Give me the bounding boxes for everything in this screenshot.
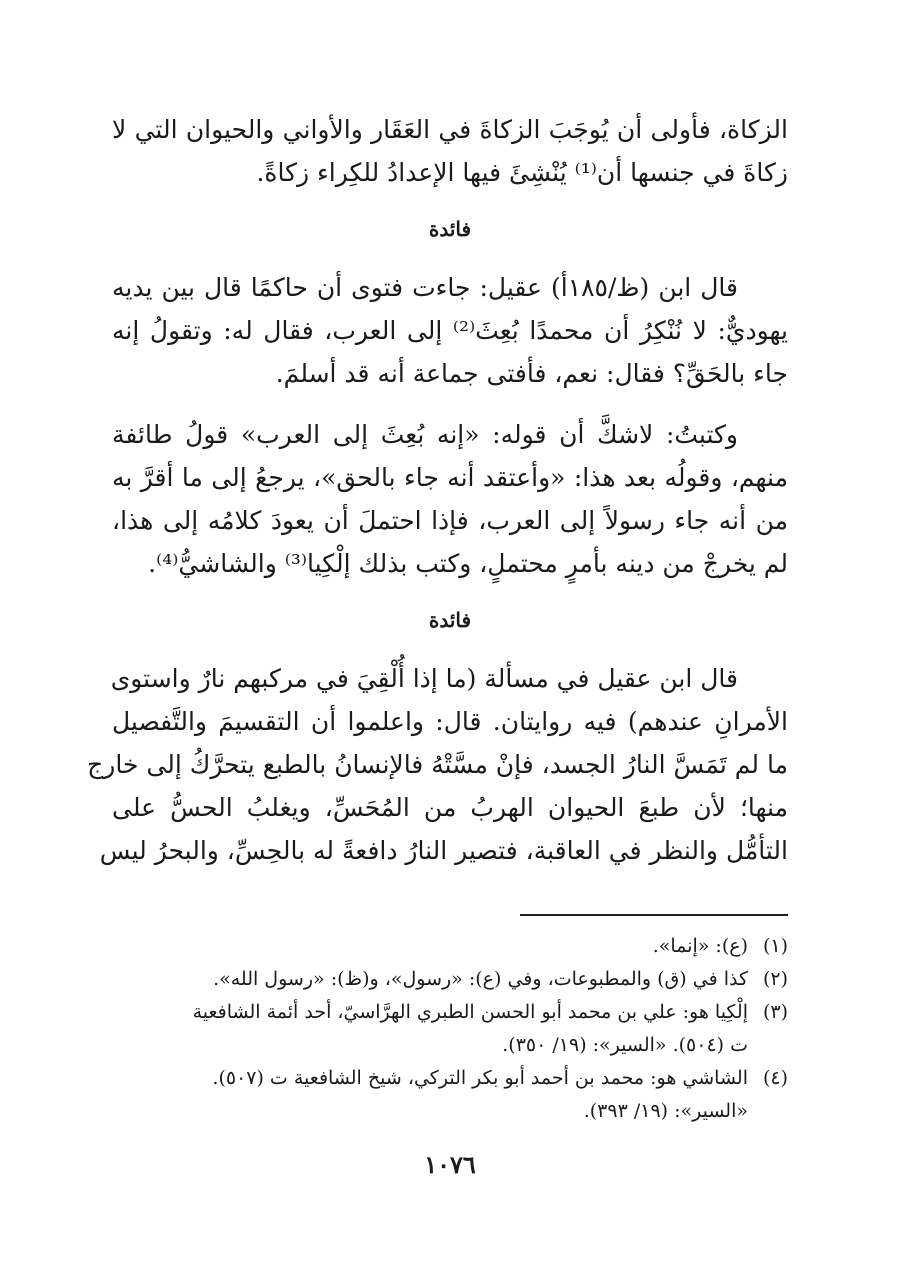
text-line: منهم، وقولُه بعد هذا: «وأعتقد أنه جاء بالحق»، يرجعُ إلى ما أقرَّ به [112, 463, 788, 492]
text-line: قال ابن عقيل في مسألة (ما إذا أُلْقِيَ في مركبهم نارٌ واستوى [110, 664, 738, 693]
text-line: جاء بالحَقِّ؟ فقال: نعم، فأفتى جماعة أنه قد أسلمَ. [275, 359, 788, 388]
text-line: من أنه جاء رسولاً إلى العرب، فإذا احتملَ أن يعودَ كلامُه إلى هذا، [112, 506, 788, 535]
footnote-text: «السير»: (١٩/ ٣٩٣). [583, 1100, 748, 1122]
paragraph-1 [112, 108, 788, 194]
paragraph-3 [112, 413, 788, 585]
text-line: وكتبتُ: لاشكَّ أن قوله: «إنه بُعِثَ إلى العرب» قولُ طائفة [112, 420, 738, 449]
footnote-3 [112, 996, 788, 1062]
footnote-number: (٣) [762, 1001, 788, 1023]
section-heading-2: فائدة [428, 608, 472, 632]
footnote-4 [112, 1062, 788, 1128]
text-line: زكاةَ في جنسها أن⁽¹⁾ يُنْشِئَ فيها الإعدادُ للكِراء زكاةً. [256, 158, 788, 187]
text-line: التأمُّل والنظر في العاقبة، فتصير النارُ دافعةً له بالحِسِّ، والبحرُ ليس [99, 836, 788, 865]
paragraph-4 [87, 657, 788, 872]
footnote-number: (١) [762, 935, 788, 957]
footnote-number: (٤) [762, 1067, 788, 1089]
text-line: ما لم تَمَسَّ النارُ الجسد، فإنْ مسَّتْهُ فالإنسانُ بالطبع يتحرَّكُ إلى خارج [87, 750, 788, 779]
section-heading-1: فائدة [428, 217, 472, 241]
footnote-text: ت (٥٠٤). «السير»: (١٩/ ٣٥٠). [502, 1034, 748, 1056]
text-line: يهوديٌّ: لا نُنْكِرُ أن محمدًا بُعِثَ⁽²⁾ إلى العرب، فقال له: وتقولُ إنه [112, 316, 788, 345]
footnote-2 [112, 963, 788, 996]
page-number: ١٠٧٦ [424, 1150, 476, 1179]
text-line: منها؛ لأن طبعَ الحيوان الهربُ من المُحَسِّ، ويغلبُ الحسُّ على [112, 793, 788, 822]
footnote-separator [520, 914, 788, 916]
footnote-text: كذا في (ق) والمطبوعات، وفي (ع): «رسول»، و(ظ): «رسول الله». [213, 968, 748, 990]
text-line: قال ابن (ظ/١٨٥أ) عقيل: جاءت فتوى أن حاكمًا قال بين يديه [112, 273, 738, 302]
footnotes [112, 930, 788, 1128]
text-line: الزكاة، فأولى أن يُوجَبَ الزكاةَ في العَقَار والأواني والحيوان التي لا [112, 115, 788, 144]
text-line: الأمرانِ عندهم) فيه روايتان. قال: واعلموا أن التقسيمَ والتَّفصيل [112, 707, 788, 736]
text-line: لم يخرجْ من دينه بأمرٍ محتملٍ، وكتب بذلك إلْكِيا⁽³⁾ والشاشيُّ⁽⁴⁾. [148, 549, 788, 578]
footnote-number: (٢) [762, 968, 788, 990]
footnote-1 [112, 930, 788, 963]
footnote-text: (ع): «إنما». [652, 935, 748, 957]
paragraph-2 [112, 266, 788, 395]
footnote-text: الشاشي هو: محمد بن أحمد أبو بكر التركي، شيخ الشافعية ت (٥٠٧). [212, 1067, 748, 1089]
footnote-text: إلْكِيا هو: علي بن محمد أبو الحسن الطبري الهرَّاسيّ، أحد أئمة الشافعية [192, 1001, 748, 1023]
